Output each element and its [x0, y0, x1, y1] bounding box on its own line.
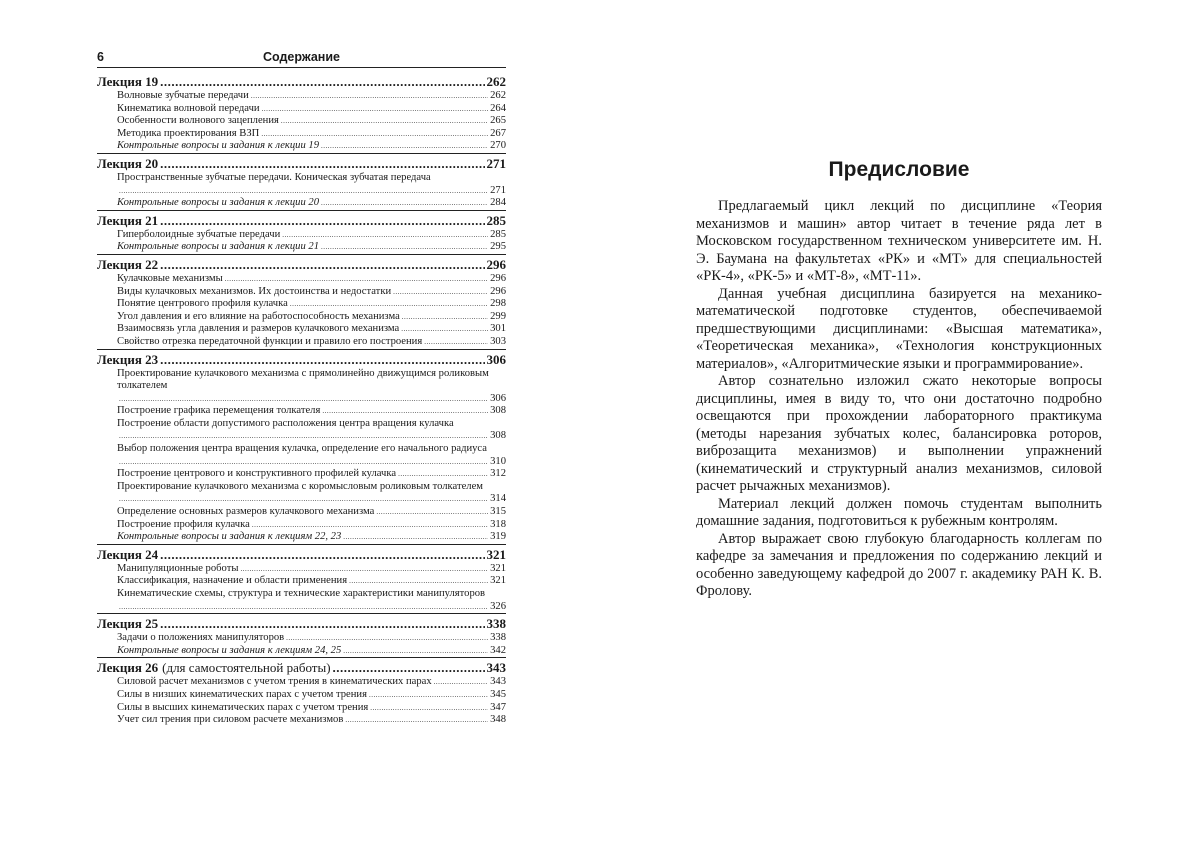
toc-entry[interactable]: [117, 273, 506, 286]
dot-leader: [119, 601, 488, 614]
toc-entry-page-number: 310: [490, 455, 506, 467]
dot-leader: [343, 645, 488, 658]
dot-leader: [160, 156, 484, 172]
toc-lecture-heading[interactable]: [97, 156, 506, 172]
toc-entries: [97, 368, 506, 544]
toc-entry-page-number: 348: [490, 714, 506, 726]
preface-paragraph: Предлагаемый цикл лекций по дисциплине «Теория механизмов и машин» автор читает в течение ряда лет в Московском государственном техническом университете им. Н. Э. Баумана на факультетах «РК» и «МТ» для специальностей «РК-4», «РК-5» и «МТ-8», «МТ-11».: [696, 198, 1102, 284]
toc-entry-title: Контрольные вопросы и задания к лекции 19: [117, 140, 319, 152]
toc-entry-title: Контрольные вопросы и задания к лекциям 22, 23: [117, 531, 342, 543]
lecture-label: Лекция 25: [97, 616, 159, 632]
toc-entry-title: Построение графика перемещения толкателя: [117, 405, 321, 417]
dot-leader: [252, 519, 488, 532]
lecture-note: (для самостоятельной работы): [162, 660, 331, 676]
dot-leader: [424, 336, 488, 349]
dot-leader: [225, 273, 488, 286]
dot-leader: [286, 632, 488, 645]
lecture-page-number: 338: [486, 616, 506, 632]
dot-leader: [333, 660, 485, 676]
toc-entry-page-number: 296: [490, 272, 506, 284]
toc-entry-title: Контрольные вопросы и задания к лекции 20: [117, 197, 319, 209]
toc-entry[interactable]: [117, 172, 506, 197]
dot-leader: [398, 468, 488, 481]
lecture-page-number: 321: [486, 546, 506, 562]
toc-entry-page-number: 267: [490, 127, 506, 139]
toc-entry-title: Классификация, назначение и области применения: [117, 575, 348, 587]
toc-lecture: [97, 660, 506, 726]
preface-paragraph: Автор сознательно изложил сжато некоторые вопросы дисциплины, имея в виду то, что они достаточно подробно освещаются при прохождении лабораторного практикума (методы нарезания зубчатых колес, балансировка роторов, виброзащита механизмов) и выполнении упражнений (кинематический и структурный анализ механизмов, силовой расчет рычажных механизмов).: [696, 373, 1102, 494]
dot-leader: [349, 575, 488, 588]
toc-entry-page-number: 303: [490, 335, 506, 347]
preface-paragraph: Данная учебная дисциплина базируется на механико-математической подготовке студентов, обеспечиваемой предшествующими дисциплинами: «Высшая математика», «Теоретическая механика», «Технология конструкционных материалов», «Алгоритмические языки и программирование».: [696, 285, 1102, 372]
toc-lecture: [97, 156, 506, 211]
toc-entry-title: Волновые зубчатые передачи: [117, 90, 249, 101]
toc-lecture-heading[interactable]: [97, 257, 506, 273]
toc-entry[interactable]: [117, 298, 506, 311]
dot-leader: [119, 430, 488, 443]
lecture-page-number: 285: [486, 212, 506, 228]
toc-entries: [97, 632, 506, 657]
toc-entry-page-number: 326: [490, 600, 506, 612]
toc-entry-page-number: 308: [490, 430, 506, 442]
toc-entry-page-number: 319: [490, 531, 506, 543]
toc-entry-title: Гиперболоидные зубчатые передачи: [117, 228, 281, 240]
toc-entry[interactable]: [117, 702, 506, 715]
toc-entry-title: Проектирование кулачкового механизма с коромысловым роликовым толкателем: [117, 480, 483, 492]
toc-entry[interactable]: [117, 575, 506, 588]
toc-entry-title: Свойство отрезка передаточной функции и правило его построения: [117, 335, 423, 347]
toc-entry[interactable]: [117, 468, 506, 481]
toc-entry-page-number: 298: [490, 298, 506, 310]
toc-entry-title: Силовой расчет механизмов с учетом трения в кинематических парах: [117, 676, 432, 688]
page-number: 6: [97, 50, 104, 64]
toc-entry-title: Проектирование кулачкового механизма с прямолинейно движущимся роликовым толкателем: [117, 367, 489, 392]
toc-entry-title: Кинематика волновой передачи: [117, 102, 260, 114]
dot-leader: [160, 616, 484, 632]
toc-lecture-heading[interactable]: [97, 616, 506, 632]
toc-entry-page-number: 296: [490, 285, 506, 297]
toc-entry-title: Выбор положения центра вращения кулачка, определение его начального радиуса: [117, 443, 487, 455]
toc-entry[interactable]: [117, 197, 506, 210]
toc-entry-page-number: 299: [490, 310, 506, 322]
toc-entry[interactable]: [117, 689, 506, 702]
toc-entry-page-number: 308: [490, 405, 506, 417]
toc-entry[interactable]: [117, 115, 506, 128]
lecture-label: Лекция 19: [97, 74, 159, 89]
dot-leader: [160, 74, 484, 90]
toc-entries: [97, 676, 506, 726]
dot-leader: [343, 531, 488, 544]
toc-entry-title: Контрольные вопросы и задания к лекциям 24, 25: [117, 644, 342, 656]
lecture-page-number: 343: [486, 660, 506, 676]
lecture-page-number: 271: [486, 155, 506, 171]
dot-leader: [376, 506, 488, 519]
toc-entry-title: Методика проектирования ВЗП: [117, 127, 260, 139]
toc-entry-title: Особенности волнового зацепления: [117, 115, 279, 127]
toc-entry[interactable]: [117, 368, 506, 406]
toc-entry[interactable]: [117, 588, 506, 613]
toc-entry-page-number: 321: [490, 575, 506, 587]
toc-lecture: [97, 257, 506, 350]
dot-leader: [262, 103, 489, 116]
toc-entry-title: Построение области допустимого расположения центра вращения кулачка: [117, 417, 454, 429]
toc-entry-page-number: 271: [490, 184, 506, 196]
preface-paragraph: Материал лекций должен помочь студентам выполнить домашние задания, подготовиться к рубежным контролям.: [696, 495, 1102, 529]
dot-leader: [321, 197, 488, 210]
toc-entry[interactable]: [117, 128, 506, 141]
toc-entry-page-number: 301: [490, 323, 506, 335]
dot-leader: [160, 213, 484, 229]
toc-entry-page-number: 343: [490, 676, 506, 688]
dot-leader: [321, 241, 488, 254]
preface-title: Предисловие: [828, 158, 970, 181]
dot-leader: [434, 676, 488, 689]
running-header: [97, 50, 506, 68]
dot-leader: [160, 352, 484, 368]
preface-paragraph: Автор выражает свою глубокую благодарность коллегам по кафедре за замечания и предложения по содержанию лекций и особенно заведующему кафедрой до 2007 г. академику РАН К. В. Фролову.: [696, 530, 1102, 599]
toc-entry[interactable]: [117, 323, 506, 336]
toc-entry-page-number: 342: [490, 644, 506, 656]
toc-lecture-heading[interactable]: [97, 547, 506, 563]
toc-entry[interactable]: [117, 676, 506, 689]
dot-leader: [369, 689, 488, 702]
toc-entry-title: Построение центрового и конструктивного профилей кулачка: [117, 468, 397, 480]
dot-leader: [119, 185, 488, 198]
toc-lecture: [97, 547, 506, 614]
lecture-label: Лекция 24: [97, 546, 159, 562]
toc-entry-page-number: 345: [490, 688, 506, 700]
toc-entry[interactable]: [117, 140, 506, 153]
toc-entry[interactable]: [117, 531, 506, 544]
toc-entry[interactable]: [117, 405, 506, 418]
lecture-page-number: 262: [486, 74, 506, 89]
table-of-contents: [97, 74, 506, 729]
toc-entry-title: Силы в высших кинематических парах с учетом трения: [117, 701, 369, 713]
dot-leader: [160, 547, 484, 563]
lecture-label: Лекция 21: [97, 212, 159, 228]
toc-entry-title: Учет сил трения при силовом расчете механизмов: [117, 714, 344, 726]
toc-entry-page-number: 318: [490, 518, 506, 530]
toc-entry-title: Пространственные зубчатые передачи. Коническая зубчатая передача: [117, 171, 431, 183]
toc-entry[interactable]: [117, 563, 506, 576]
dot-leader: [240, 563, 488, 576]
toc-entry-page-number: 295: [490, 241, 506, 253]
toc-entry-title: Задачи о положениях манипуляторов: [117, 632, 285, 644]
toc-entry-page-number: 270: [490, 140, 506, 152]
dot-leader: [119, 393, 488, 406]
toc-entry[interactable]: [117, 714, 506, 727]
toc-entry[interactable]: [117, 481, 506, 506]
toc-entries: [97, 273, 506, 349]
toc-entry-title: Манипуляционные роботы: [117, 562, 239, 574]
toc-lecture-heading[interactable]: [97, 660, 506, 676]
toc-entry[interactable]: [117, 229, 506, 242]
dot-leader: [160, 257, 484, 273]
toc-entry[interactable]: [117, 632, 506, 645]
preface-body: [696, 198, 1102, 601]
toc-entry-page-number: 265: [490, 115, 506, 127]
toc-entry-title: Кинематические схемы, структура и технические характеристики манипуляторов: [117, 588, 486, 599]
dot-leader: [402, 311, 488, 324]
toc-entry-page-number: 347: [490, 701, 506, 713]
toc-entry[interactable]: [117, 443, 506, 468]
lecture-label: Лекция 22: [97, 256, 159, 272]
toc-lecture-heading[interactable]: [97, 213, 506, 229]
dot-leader: [290, 298, 488, 311]
toc-entry-page-number: 284: [490, 197, 506, 209]
toc-entry-title: Виды кулачковых механизмов. Их достоинства и недостатки: [117, 285, 392, 297]
lecture-page-number: 296: [486, 256, 506, 272]
dot-leader: [345, 714, 488, 727]
toc-lecture-heading[interactable]: [97, 352, 506, 368]
dot-leader: [282, 229, 488, 242]
toc-entry[interactable]: [117, 286, 506, 299]
dot-leader: [393, 286, 488, 299]
toc-entry[interactable]: [117, 519, 506, 532]
toc-entry-page-number: 312: [490, 468, 506, 480]
dot-leader: [261, 128, 488, 141]
toc-entry[interactable]: [117, 241, 506, 254]
lecture-label: Лекция 26: [97, 660, 159, 676]
toc-entry[interactable]: [117, 645, 506, 658]
toc-entries: [97, 90, 506, 153]
dot-leader: [119, 493, 488, 506]
toc-entry-page-number: 315: [490, 506, 506, 518]
toc-entry-page-number: 338: [490, 632, 506, 644]
toc-lecture: [97, 616, 506, 658]
toc-lecture: [97, 213, 506, 255]
toc-entry[interactable]: [117, 336, 506, 349]
toc-entry-title: Кулачковые механизмы: [117, 272, 223, 284]
dot-leader: [119, 456, 488, 469]
dot-leader: [281, 115, 488, 128]
toc-lecture-heading[interactable]: [97, 74, 506, 90]
toc-entry-title: Построение профиля кулачка: [117, 518, 250, 530]
toc-entry[interactable]: [117, 90, 506, 103]
dot-leader: [370, 702, 488, 715]
toc-entry[interactable]: [117, 418, 506, 443]
toc-entry-title: Понятие центрового профиля кулачка: [117, 298, 288, 310]
toc-entries: [97, 563, 506, 613]
lecture-page-number: 306: [486, 351, 506, 367]
lecture-label: Лекция 23: [97, 351, 159, 367]
toc-lecture: [97, 352, 506, 545]
toc-entries: [97, 229, 506, 254]
toc-entry-page-number: 306: [490, 392, 506, 404]
toc-entries: [97, 172, 506, 210]
toc-entry[interactable]: [117, 103, 506, 116]
toc-entry-page-number: 285: [490, 228, 506, 240]
toc-entry-title: Определение основных размеров кулачкового механизма: [117, 506, 375, 518]
lecture-label: Лекция 20: [97, 155, 159, 171]
toc-entry-page-number: 321: [490, 562, 506, 574]
toc-entry-title: Угол давления и его влияние на работоспособность механизма: [117, 310, 400, 322]
toc-entry-page-number: 314: [490, 493, 506, 505]
toc-entry-title: Контрольные вопросы и задания к лекции 21: [117, 241, 319, 253]
toc-entry-page-number: 264: [490, 102, 506, 114]
toc-entry-title: Силы в низших кинематических парах с учетом трения: [117, 688, 367, 700]
toc-entry[interactable]: [117, 506, 506, 519]
toc-entry[interactable]: [117, 311, 506, 324]
dot-leader: [251, 90, 488, 103]
dot-leader: [322, 405, 488, 418]
running-title: Содержание: [262, 50, 340, 64]
dot-leader: [401, 323, 488, 336]
toc-entry-title: Взаимосвязь угла давления и размеров кулачкового механизма: [117, 323, 400, 335]
toc-lecture: [97, 74, 506, 154]
dot-leader: [321, 140, 488, 153]
toc-entry-page-number: 262: [490, 90, 506, 101]
